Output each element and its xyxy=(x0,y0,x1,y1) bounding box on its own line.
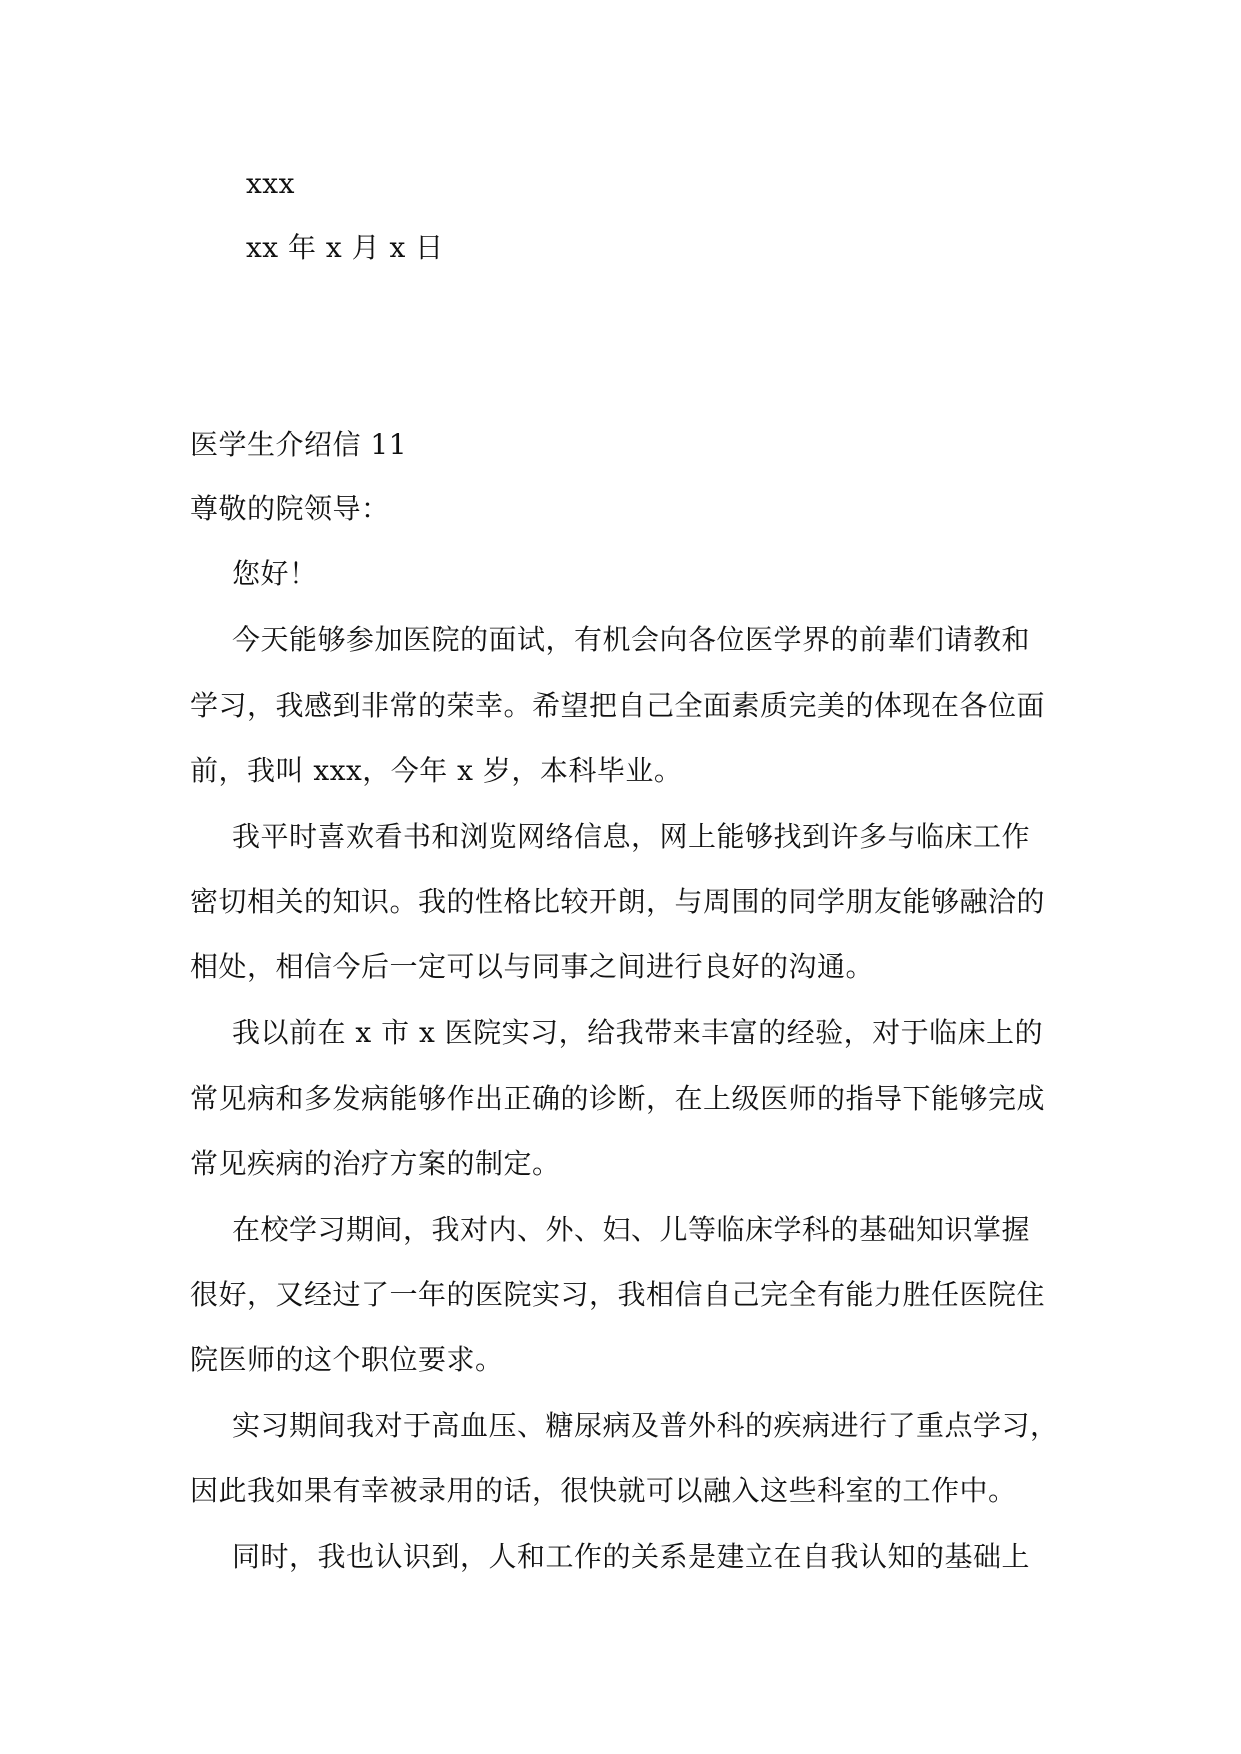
paragraph-1-line-1: 今天能够参加医院的面试，有机会向各位医学界的前辈们请教和 xyxy=(232,623,1031,656)
paragraph-4-line-2: 很好，又经过了一年的医院实习，我相信自己完全有能力胜任医院住 xyxy=(190,1278,1046,1311)
paragraph-1-line-2: 学习，我感到非常的荣幸。希望把自己全面素质完美的体现在各位面 xyxy=(190,689,1046,722)
letter-greeting: 您好！ xyxy=(232,557,318,590)
paragraph-4-line-1: 在校学习期间，我对内、外、妇、儿等临床学科的基础知识掌握 xyxy=(232,1213,1031,1246)
paragraph-5-line-2: 因此我如果有幸被录用的话，很快就可以融入这些科室的工作中。 xyxy=(190,1474,1017,1507)
paragraph-2-line-3: 相处，相信今后一定可以与同事之间进行良好的沟通。 xyxy=(190,950,875,983)
paragraph-3-line-3: 常见疾病的治疗方案的制定。 xyxy=(190,1147,561,1180)
paragraph-5-line-1: 实习期间我对于高血压、糖尿病及普外科的疾病进行了重点学习， xyxy=(232,1409,1059,1442)
paragraph-1-line-3: 前，我叫 xxx，今年 x 岁，本科毕业。 xyxy=(190,754,683,787)
paragraph-2-line-2: 密切相关的知识。我的性格比较开朗，与周围的同学朋友能够融洽的 xyxy=(190,885,1046,918)
signature-date: xx 年 x 月 x 日 xyxy=(246,231,444,264)
paragraph-4-line-3: 院医师的这个职位要求。 xyxy=(190,1343,504,1376)
signature-name: xxx xyxy=(246,167,295,200)
paragraph-3-line-1: 我以前在 x 市 x 医院实习，给我带来丰富的经验，对于临床上的 xyxy=(232,1016,1044,1049)
paragraph-2-line-1: 我平时喜欢看书和浏览网络信息，网上能够找到许多与临床工作 xyxy=(232,820,1031,853)
letter-title: 医学生介绍信 11 xyxy=(190,428,408,461)
letter-salutation: 尊敬的院领导： xyxy=(190,492,390,525)
paragraph-6-line-1: 同时，我也认识到，人和工作的关系是建立在自我认知的基础上 xyxy=(232,1540,1031,1573)
paragraph-3-line-2: 常见病和多发病能够作出正确的诊断，在上级医师的指导下能够完成 xyxy=(190,1082,1046,1115)
